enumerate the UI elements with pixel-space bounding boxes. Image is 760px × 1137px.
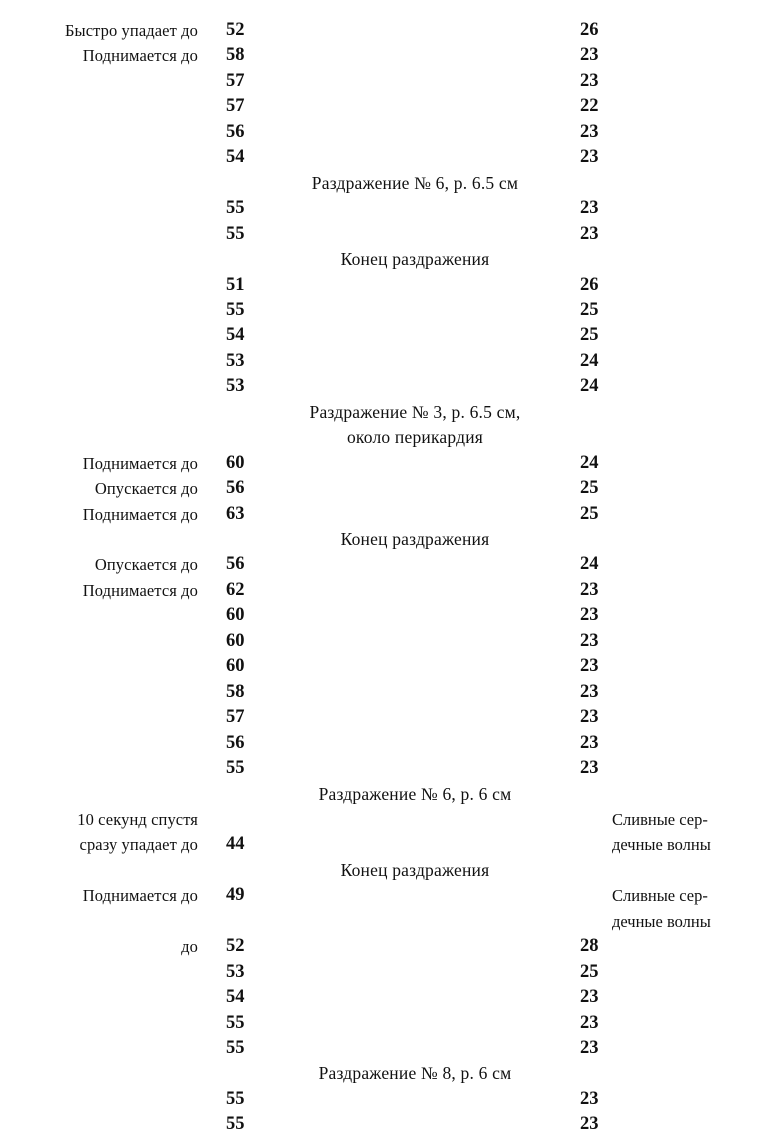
data-row <box>0 374 760 399</box>
pulse-value: 55 <box>226 1114 245 1135</box>
respiration-value: 23 <box>580 758 599 779</box>
respiration-note: дечные волны <box>612 835 711 855</box>
data-row <box>0 349 760 374</box>
pulse-note: Поднимается до <box>82 46 198 66</box>
respiration-value: 23 <box>580 656 599 677</box>
respiration-value: 25 <box>580 503 599 524</box>
data-row <box>0 502 760 527</box>
data-row <box>0 552 760 577</box>
respiration-value: 23 <box>580 1012 599 1033</box>
data-row <box>0 43 760 68</box>
data-row <box>0 222 760 247</box>
data-row <box>0 934 760 959</box>
data-row <box>0 731 760 756</box>
data-row <box>0 654 760 679</box>
pulse-value: 58 <box>226 45 245 66</box>
respiration-value: 23 <box>580 707 599 728</box>
data-row <box>0 1087 760 1112</box>
pulse-value: 60 <box>226 630 245 651</box>
respiration-value: 23 <box>580 681 599 702</box>
pulse-value: 54 <box>226 325 245 346</box>
respiration-value: 25 <box>580 299 599 320</box>
pulse-note: Поднимается до <box>82 886 198 906</box>
pulse-value: 53 <box>226 350 245 371</box>
respiration-value: 25 <box>580 325 599 346</box>
pulse-value: 57 <box>226 96 245 117</box>
data-row <box>0 807 760 832</box>
respiration-value: 23 <box>580 223 599 244</box>
data-row <box>0 629 760 654</box>
section-heading: Раздражение № 6, р. 6.5 см <box>311 172 519 193</box>
respiration-value: 23 <box>580 70 599 91</box>
pulse-value: 44 <box>226 834 245 855</box>
pulse-value: 51 <box>226 274 245 295</box>
respiration-value: 24 <box>580 376 599 397</box>
data-row <box>0 680 760 705</box>
pulse-value: 49 <box>226 885 245 906</box>
respiration-value: 22 <box>580 96 599 117</box>
respiration-value: 23 <box>580 630 599 651</box>
section-heading: Раздражение № 8, р. 6 см <box>318 1063 512 1084</box>
respiration-value: 24 <box>580 452 599 473</box>
pulse-value: 55 <box>226 198 245 219</box>
section-heading: около перикардия <box>346 427 484 448</box>
pulse-value: 56 <box>226 732 245 753</box>
pulse-note: сразу упадает до <box>79 835 198 855</box>
pulse-value: 55 <box>226 299 245 320</box>
data-row <box>0 705 760 730</box>
respiration-value: 26 <box>580 274 599 295</box>
data-row <box>0 298 760 323</box>
pulse-value: 55 <box>226 1088 245 1109</box>
section-heading-row <box>0 171 760 196</box>
respiration-value: 23 <box>580 579 599 600</box>
respiration-value: 23 <box>580 987 599 1008</box>
data-row <box>0 196 760 221</box>
pulse-value: 52 <box>226 936 245 957</box>
pulse-note: до <box>181 937 198 957</box>
pulse-note: 10 секунд спустя <box>77 809 198 829</box>
pulse-value: 55 <box>226 1038 245 1058</box>
data-row <box>0 832 760 857</box>
data-row <box>0 476 760 501</box>
respiration-value: 23 <box>580 45 599 66</box>
respiration-value: 24 <box>580 350 599 371</box>
pulse-value: 55 <box>226 758 245 779</box>
respiration-value: 28 <box>580 936 599 957</box>
respiration-note: Сливные сер- <box>612 809 708 829</box>
respiration-value: 23 <box>580 198 599 219</box>
data-row <box>0 883 760 908</box>
data-row <box>0 120 760 145</box>
data-row <box>0 578 760 603</box>
pulse-value: 53 <box>226 376 245 397</box>
data-row <box>0 1036 760 1061</box>
respiration-value: 23 <box>580 121 599 142</box>
pulse-value: 60 <box>226 452 245 473</box>
data-row <box>0 909 760 934</box>
pulse-value: 56 <box>226 478 245 499</box>
pulse-note: Быстро упадает до <box>64 21 198 40</box>
pulse-note: Поднимается до <box>82 504 198 524</box>
respiration-value: 23 <box>580 1088 599 1109</box>
respiration-value: 23 <box>580 147 599 168</box>
pulse-value: 58 <box>226 681 245 702</box>
section-heading: Раздражение № 3, р. 6.5 см, <box>309 401 521 422</box>
section-heading-row <box>0 247 760 272</box>
pulse-note: Поднимается до <box>82 580 198 600</box>
pulse-value: 62 <box>226 579 245 600</box>
section-heading-row <box>0 527 760 552</box>
data-row <box>0 273 760 298</box>
section-heading: Конец раздражения <box>340 249 490 270</box>
pulse-value: 60 <box>226 656 245 677</box>
data-row <box>0 756 760 781</box>
respiration-value: 23 <box>580 1114 599 1135</box>
pulse-value: 57 <box>226 707 245 728</box>
pulse-value: 54 <box>226 147 245 168</box>
pulse-value: 55 <box>226 1012 245 1033</box>
pulse-value: 63 <box>226 503 245 524</box>
respiration-value: 25 <box>580 961 599 982</box>
section-heading-row <box>0 400 760 425</box>
pulse-value: 56 <box>226 121 245 142</box>
pulse-note: Опускается до <box>94 555 198 575</box>
pulse-value: 52 <box>226 20 245 40</box>
respiration-value: 23 <box>580 1038 599 1058</box>
pulse-value: 55 <box>226 223 245 244</box>
respiration-note: Сливные сер- <box>612 886 708 906</box>
respiration-value: 23 <box>580 732 599 753</box>
data-row <box>0 1011 760 1036</box>
pulse-note: Поднимается до <box>82 453 198 473</box>
section-heading-row <box>0 782 760 807</box>
pulse-note: Опускается до <box>94 479 198 499</box>
section-heading: Раздражение № 6, р. 6 см <box>318 783 512 804</box>
pulse-value: 60 <box>226 605 245 626</box>
respiration-value: 25 <box>580 478 599 499</box>
section-heading: Конец раздражения <box>340 859 490 880</box>
section-heading-row <box>0 1061 760 1086</box>
respiration-note: дечные волны <box>612 911 711 931</box>
respiration-value: 24 <box>580 554 599 575</box>
data-row <box>0 323 760 348</box>
data-row <box>0 985 760 1010</box>
data-row <box>0 69 760 94</box>
data-row <box>0 18 760 43</box>
section-heading-row <box>0 425 760 450</box>
respiration-value: 26 <box>580 20 599 40</box>
pulse-value: 54 <box>226 987 245 1008</box>
pulse-value: 57 <box>226 70 245 91</box>
data-row <box>0 603 760 628</box>
section-heading-row <box>0 858 760 883</box>
data-row <box>0 960 760 985</box>
data-row <box>0 145 760 170</box>
pulse-value: 53 <box>226 961 245 982</box>
pulse-value: 56 <box>226 554 245 575</box>
data-row <box>0 94 760 119</box>
respiration-value: 23 <box>580 605 599 626</box>
data-row <box>0 451 760 476</box>
section-heading: Конец раздражения <box>340 529 490 549</box>
